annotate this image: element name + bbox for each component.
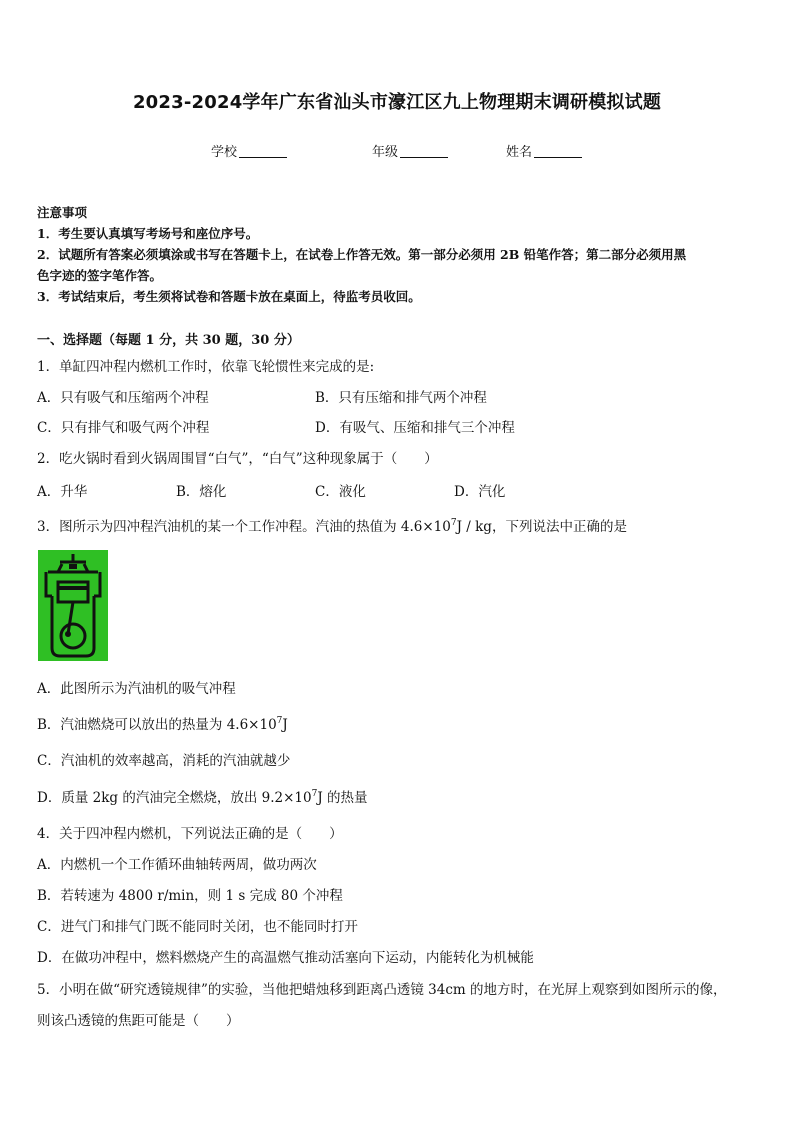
engine-stroke-figure	[38, 550, 108, 661]
q3-option-a[interactable]: A．此图所示为汽油机的吸气冲程	[37, 681, 236, 697]
q5-stem-line-2: 则该凸透镜的焦距可能是（ ）	[37, 1013, 240, 1029]
q3-option-d[interactable]: D．质量 2kg 的汽油完全燃烧，放出 $9.2\times 10^7J$ 的热量	[37, 789, 368, 806]
grade-field[interactable]	[372, 141, 448, 160]
school-blank[interactable]	[239, 145, 287, 158]
q1-option-d[interactable]: D．有吸气、压缩和排气三个冲程	[315, 420, 515, 436]
note-line-2b: 色字迹的签字笔作答。	[37, 268, 163, 283]
q2-option-b[interactable]: B．熔化	[176, 484, 227, 500]
q4-stem: 4．关于四冲程内燃机，下列说法正确的是（ ）	[37, 826, 343, 842]
name-blank[interactable]	[534, 145, 582, 158]
grade-blank[interactable]	[400, 145, 448, 158]
page-title: 2023-2024学年广东省汕头市濠江区九上物理期末调研模拟试题	[132, 92, 662, 113]
school-field[interactable]	[211, 141, 287, 160]
name-label: 姓名	[506, 145, 533, 160]
q1-option-b[interactable]: B．只有压缩和排气两个冲程	[315, 390, 487, 406]
notes-heading: 注意事项	[37, 205, 88, 220]
q3-option-c[interactable]: C．汽油机的效率越高，消耗的汽油就越少	[37, 753, 291, 769]
q4-option-c[interactable]: C．进气门和排气门既不能同时关闭，也不能同时打开	[37, 919, 358, 935]
q3-option-b[interactable]: B．汽油燃烧可以放出的热量为 $4.6\times 10^7J$	[37, 716, 288, 733]
grade-label: 年级	[372, 145, 399, 160]
q4-option-d[interactable]: D．在做功冲程中，燃料燃烧产生的高温燃气推动活塞向下运动，内能转化为机械能	[37, 950, 534, 966]
note-line-2a: 2．试题所有答案必须填涂或书写在答题卡上，在试卷上作答无效。第一部分必须用 2B 铅笔作答；第二部分必须用黑	[37, 247, 687, 262]
engine-diagram-icon	[38, 550, 108, 661]
q4-option-b[interactable]: B．若转速为 4800 r/min，则 1 s 完成 80 个冲程	[37, 888, 343, 904]
name-field[interactable]	[506, 141, 582, 160]
q2-stem: 2．吃火锅时看到火锅周围冒“白气”，“白气”这种现象属于（ ）	[37, 451, 438, 467]
q3-stem: 3．图所示为四冲程汽油机的某一个工作冲程。汽油的热值为 $4.6\times 10^7J$ / kg，下列说法中正确的是	[37, 518, 627, 535]
q1-option-c[interactable]: C．只有排气和吸气两个冲程	[37, 420, 210, 436]
q4-option-a[interactable]: A．内燃机一个工作循环曲轴转两周，做功两次	[37, 857, 317, 873]
q2-option-c[interactable]: C．液化	[315, 484, 366, 500]
school-label: 学校	[211, 145, 238, 160]
q5-stem-line-1: 5．小明在做“研究透镜规律”的实验，当他把蜡烛移到距离凸透镜 34cm 的地方时，在光屏上观察到如图所示的像，	[37, 982, 727, 998]
note-line-3: 3．考试结束后，考生须将试卷和答题卡放在桌面上，待监考员收回。	[37, 289, 421, 304]
q2-option-d[interactable]: D．汽化	[454, 484, 506, 500]
q1-option-a[interactable]: A．只有吸气和压缩两个冲程	[37, 390, 209, 406]
q2-option-a[interactable]: A．升华	[37, 484, 88, 500]
section-heading: 一、选择题（每题 1 分，共 30 题，30 分）	[37, 333, 300, 348]
note-line-1: 1．考生要认真填写考场号和座位序号。	[37, 226, 259, 241]
q1-stem: 1．单缸四冲程内燃机工作时，依靠飞轮惯性来完成的是:	[37, 359, 375, 375]
